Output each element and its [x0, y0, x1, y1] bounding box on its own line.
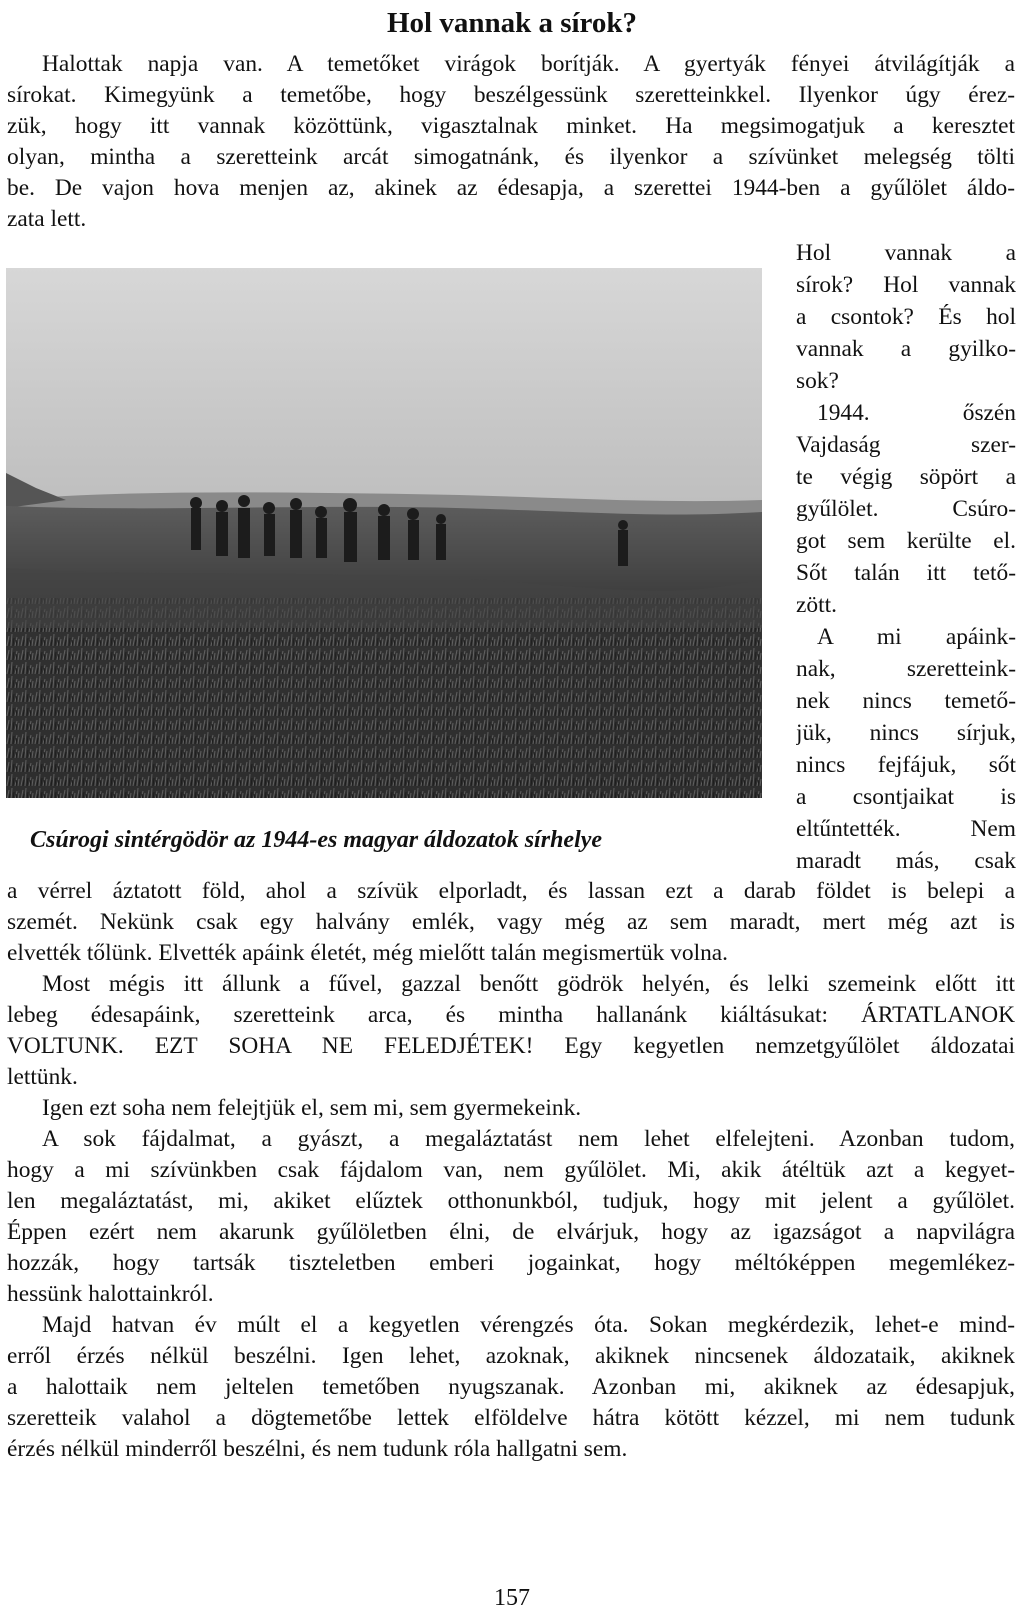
- body-line: a vérrel áztatott föld, ahol a szívük elporladt, és lassan ezt a darab földet is belepi a: [7, 878, 1015, 904]
- body-line: szeretteik valahol a dögtemetőbe lettek elföldelve hátra kötött kézzel, mi nem tudunk: [7, 1405, 1015, 1431]
- side-line: nek nincs temető-: [796, 688, 1016, 714]
- cemetery-field-photo: [6, 268, 762, 798]
- body-line: Majd hatvan év múlt el a kegyetlen vérengzés óta. Sokan megkérdezik, lehet-e mind-: [42, 1312, 1015, 1338]
- side-line: jük, nincs sírjuk,: [796, 720, 1016, 746]
- body-line: Igen ezt soha nem felejtjük el, sem mi, sem gyermekeink.: [42, 1095, 582, 1121]
- side-line: nak, szeretteink-: [796, 656, 1016, 682]
- side-line: maradt más, csak: [796, 848, 1016, 874]
- side-line: eltűntették. Nem: [796, 816, 1016, 842]
- body-line: hogy a mi szívünkben csak fájdalom van, nem gyűlölet. Mi, akik átéltük azt a kegyet-: [7, 1157, 1015, 1183]
- body-line: a halottaik nem jeltelen temetőben nyugszanak. Azonban mi, akiknek az édesapjuk,: [7, 1374, 1015, 1400]
- page-number: 157: [494, 1585, 530, 1611]
- body-line: lebeg édesapáink, szeretteink arca, és mintha hallanánk kiáltásukat: ÁRTATLANOK: [7, 1002, 1015, 1028]
- body-line: hozzák, hogy tartsák tiszteletben emberi jogainkat, hogy méltóképpen megemlékez-: [7, 1250, 1015, 1276]
- side-line: sírok? Hol vannak: [796, 272, 1016, 298]
- body-line: Most mégis itt állunk a fűvel, gazzal benőtt gödrök helyén, és lelki szemeink előtt itt: [42, 971, 1015, 997]
- body-line: szemét. Nekünk csak egy halvány emlék, vagy még az sem maradt, mert még azt is: [7, 909, 1015, 935]
- side-line: got sem kerülte el.: [796, 528, 1016, 554]
- side-line: nincs fejfájuk, sőt: [796, 752, 1016, 778]
- side-line: sok?: [796, 368, 839, 394]
- body-line: erről érzés nélkül beszélni. Igen lehet, azoknak, akiknek nincsenek áldozataik, akiknek: [7, 1343, 1015, 1369]
- side-line: 1944. őszén: [817, 400, 1016, 426]
- intro-line: olyan, mintha a szeretteink arcát simogatnánk, és ilyenkor a szívünket melegség tölti: [7, 144, 1015, 170]
- photo-caption: Csúrogi sintérgödör az 1944-es magyar áldozatok sírhelye: [30, 827, 603, 853]
- side-line: gyűlölet. Csúro-: [796, 496, 1016, 522]
- body-line: Éppen ezért nem akarunk gyűlöletben élni, de elvárjuk, hogy az igazságot a napvilágra: [7, 1219, 1015, 1245]
- side-line: a csontjaikat is: [796, 784, 1016, 810]
- side-line: Hol vannak a: [796, 240, 1016, 266]
- body-line: hessünk halottainkról.: [7, 1281, 214, 1307]
- body-line: len megaláztatást, mi, akiket elűztek otthonunkból, tudjuk, hogy mit jelent a gyűlölet.: [7, 1188, 1015, 1214]
- page-title: Hol vannak a sírok?: [386, 7, 638, 39]
- side-line: zött.: [796, 592, 837, 618]
- side-line: A mi apáink-: [817, 624, 1016, 650]
- body-line: A sok fájdalmat, a gyászt, a megaláztatást nem lehet elfelejteni. Azonban tudom,: [42, 1126, 1015, 1152]
- body-line: érzés nélkül minderről beszélni, és nem tudunk róla hallgatni sem.: [7, 1436, 628, 1462]
- side-line: te végig söpört a: [796, 464, 1016, 490]
- body-line: VOLTUNK. EZT SOHA NE FELEDJÉTEK! Egy kegyetlen nemzetgyűlölet áldozatai: [7, 1033, 1015, 1059]
- intro-line: Halottak napja van. A temetőket virágok borítják. A gyertyák fényei átvilágítják a: [42, 51, 1015, 77]
- intro-line: be. De vajon hova menjen az, akinek az édesapja, a szerettei 1944-ben a gyűlölet áldo-: [7, 175, 1015, 201]
- side-line: Vajdaság szer-: [796, 432, 1016, 458]
- body-line: lettünk.: [7, 1064, 78, 1090]
- intro-line: sírokat. Kimegyünk a temetőbe, hogy beszélgessünk szeretteinkkel. Ilyenkor úgy érez-: [7, 82, 1015, 108]
- side-line: Sőt talán itt tető-: [796, 560, 1016, 586]
- body-line: elvették tőlünk. Elvették apáink életét, még mielőtt talán megismertük volna.: [7, 940, 728, 966]
- side-line: vannak a gyilko-: [796, 336, 1016, 362]
- side-line: a csontok? És hol: [796, 304, 1016, 330]
- intro-line: zük, hogy itt vannak közöttünk, vigasztalnak minket. Ha megsimogatjuk a keresztet: [7, 113, 1015, 139]
- intro-line: zata lett.: [7, 206, 87, 232]
